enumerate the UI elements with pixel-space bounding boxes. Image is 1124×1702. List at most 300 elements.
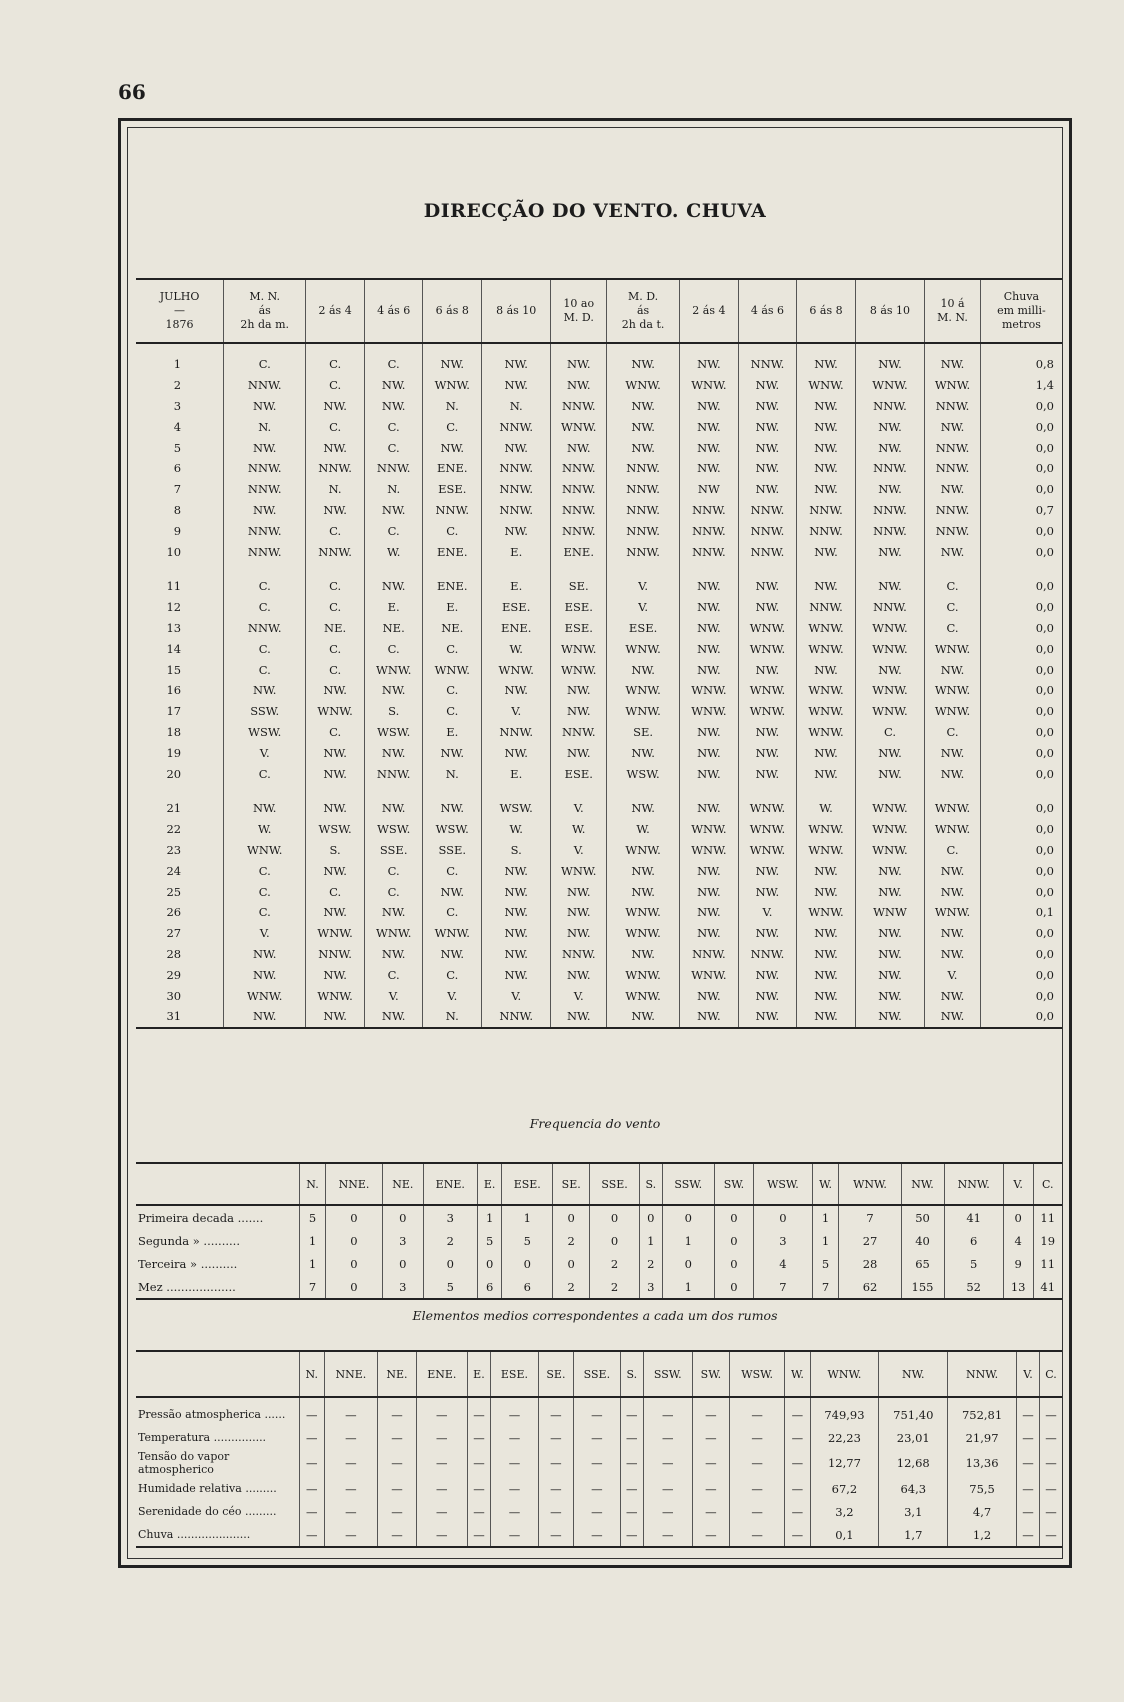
wind-cell: NW.: [797, 763, 856, 784]
element-cell: —: [692, 1426, 729, 1449]
wind-cell: NW.: [551, 375, 607, 396]
wind-cell: C.: [925, 597, 981, 618]
rain-cell: 0,0: [980, 659, 1062, 680]
wind-cell: C.: [925, 722, 981, 743]
element-cell: —: [324, 1426, 378, 1449]
element-cell: —: [643, 1477, 692, 1500]
wind-cell: WNW.: [680, 680, 739, 701]
wind-cell: NNW.: [738, 520, 797, 541]
frequency-cell: 9: [1003, 1252, 1033, 1275]
day-cell: 2: [173, 378, 182, 393]
wind-cell: NW.: [925, 763, 981, 784]
day-cell: 29: [166, 967, 182, 982]
rain-cell: 1,4: [980, 375, 1062, 396]
wind-cell: WNW.: [925, 819, 981, 840]
element-cell: —: [730, 1397, 785, 1426]
table-row: [136, 396, 1062, 417]
wind-cell: V.: [607, 597, 680, 618]
wind-cell: WNW.: [551, 638, 607, 659]
wind-cell: NW.: [738, 923, 797, 944]
day-cell: 11: [166, 579, 182, 594]
wind-cell: NE.: [423, 618, 482, 639]
wind-cell: WNW.: [306, 923, 365, 944]
direction-header: W.: [812, 1163, 839, 1205]
wind-cell: NW.: [551, 437, 607, 458]
wind-cell: NNW.: [224, 541, 306, 562]
element-cell: —: [324, 1397, 378, 1426]
element-cell: —: [378, 1426, 416, 1449]
row-label: Terceira » ..........: [138, 1256, 238, 1271]
wind-cell: NNW.: [551, 944, 607, 965]
wind-cell: S.: [306, 840, 365, 861]
element-cell: —: [785, 1500, 810, 1523]
wind-cell: NW.: [925, 541, 981, 562]
wind-cell: S.: [364, 701, 423, 722]
wind-cell: C.: [224, 902, 306, 923]
wind-cell: SE.: [551, 562, 607, 597]
wind-cell: NNW.: [680, 520, 739, 541]
wind-cell: WNW.: [364, 923, 423, 944]
wind-cell: NW.: [306, 860, 365, 881]
column-header: 8 ás 10: [482, 279, 551, 343]
direction-header: SSW.: [662, 1163, 714, 1205]
wind-cell: NW.: [855, 1006, 924, 1028]
direction-header: E.: [477, 1163, 501, 1205]
direction-header: NE.: [382, 1163, 423, 1205]
wind-cell: NW.: [797, 479, 856, 500]
column-header: 6 ás 8: [797, 279, 856, 343]
element-cell: 13,36: [948, 1449, 1017, 1477]
frequency-cell: 41: [944, 1205, 1003, 1229]
rain-cell: 0,0: [980, 680, 1062, 701]
rain-cell: 0,1: [980, 902, 1062, 923]
element-cell: —: [300, 1500, 325, 1523]
element-cell: —: [300, 1426, 325, 1449]
wind-cell: NW.: [607, 944, 680, 965]
element-cell: —: [692, 1523, 729, 1547]
element-cell: —: [467, 1477, 490, 1500]
element-cell: 21,97: [948, 1426, 1017, 1449]
element-cell: —: [692, 1500, 729, 1523]
element-cell: —: [785, 1397, 810, 1426]
rain-cell: 0,0: [980, 784, 1062, 819]
wind-cell: ENE.: [423, 562, 482, 597]
element-cell: —: [643, 1500, 692, 1523]
wind-cell: NW.: [797, 944, 856, 965]
wind-cell: NNW.: [306, 458, 365, 479]
day-cell: 30: [166, 988, 182, 1003]
frequency-cell: 2: [553, 1229, 590, 1252]
wind-cell: NW.: [306, 763, 365, 784]
table-row: [136, 343, 1062, 375]
wind-cell: NW.: [797, 396, 856, 417]
wind-cell: NW.: [364, 1006, 423, 1028]
elements-title: Elementos medios correspondentes a cada um dos rumos: [412, 1308, 778, 1323]
wind-cell: NW.: [797, 923, 856, 944]
wind-cell: NNW.: [551, 396, 607, 417]
wind-cell: WNW.: [925, 680, 981, 701]
frequency-cell: 2: [590, 1275, 640, 1299]
direction-header: NW.: [901, 1163, 944, 1205]
wind-cell: NNW.: [855, 458, 924, 479]
direction-header: SSE.: [590, 1163, 640, 1205]
row-label: Humidade relativa .........: [138, 1482, 277, 1495]
wind-cell: NNW.: [551, 520, 607, 541]
row-label: Segunda » ..........: [138, 1233, 240, 1248]
wind-cell: NW: [680, 479, 739, 500]
element-cell: —: [378, 1500, 416, 1523]
wind-cell: NNW.: [797, 500, 856, 521]
wind-cell: NW.: [855, 944, 924, 965]
column-header: JULHO — 1876: [136, 279, 224, 343]
element-cell: —: [730, 1523, 785, 1547]
frequency-cell: 5: [423, 1275, 477, 1299]
wind-cell: SSW.: [224, 701, 306, 722]
wind-cell: NNW.: [607, 541, 680, 562]
wind-cell: NW.: [797, 562, 856, 597]
wind-cell: NW.: [423, 343, 482, 375]
wind-cell: WNW.: [738, 618, 797, 639]
element-cell: 12,68: [879, 1449, 948, 1477]
day-cell: 16: [166, 683, 182, 698]
element-cell: —: [620, 1477, 643, 1500]
element-cell: —: [643, 1449, 692, 1477]
rain-cell: 0,0: [980, 618, 1062, 639]
wind-cell: WNW.: [423, 375, 482, 396]
wind-cell: WNW.: [551, 860, 607, 881]
table-row: [136, 840, 1062, 861]
wind-cell: ESE.: [482, 597, 551, 618]
frequency-cell: 7: [754, 1275, 813, 1299]
wind-cell: WNW.: [738, 701, 797, 722]
direction-header: ENE.: [416, 1351, 467, 1397]
table-row: [136, 923, 1062, 944]
wind-cell: NW.: [482, 375, 551, 396]
day-cell: 1: [173, 357, 182, 372]
element-cell: —: [1040, 1523, 1062, 1547]
wind-cell: C.: [423, 520, 482, 541]
wind-cell: NE.: [364, 618, 423, 639]
wind-cell: C.: [855, 722, 924, 743]
wind-cell: NW.: [680, 597, 739, 618]
wind-cell: WNW.: [551, 416, 607, 437]
element-cell: —: [324, 1477, 378, 1500]
frequency-cell: 0: [423, 1252, 477, 1275]
wind-cell: ESE.: [607, 618, 680, 639]
wind-cell: E.: [482, 541, 551, 562]
wind-cell: NW.: [607, 659, 680, 680]
day-cell: 12: [166, 600, 182, 615]
wind-cell: C.: [423, 416, 482, 437]
wind-cell: C.: [306, 881, 365, 902]
wind-cell: NNW.: [855, 500, 924, 521]
element-cell: —: [467, 1426, 490, 1449]
row-label: Mez ...................: [136, 1275, 300, 1299]
frequency-cell: 2: [553, 1275, 590, 1299]
element-cell: —: [643, 1426, 692, 1449]
table-row: [136, 520, 1062, 541]
table-row: [136, 618, 1062, 639]
table-row: [136, 1426, 1062, 1449]
element-cell: —: [620, 1426, 643, 1449]
wind-cell: NW.: [482, 964, 551, 985]
element-cell: —: [785, 1477, 810, 1500]
frequency-cell: 0: [590, 1229, 640, 1252]
frequency-cell: 4: [1003, 1229, 1033, 1252]
rain-cell: 0,0: [980, 881, 1062, 902]
wind-cell: NW.: [738, 860, 797, 881]
frequency-cell: 0: [325, 1205, 382, 1229]
direction-header: SE.: [538, 1351, 573, 1397]
wind-cell: NW.: [738, 458, 797, 479]
wind-cell: C.: [364, 881, 423, 902]
wind-cell: V.: [224, 742, 306, 763]
wind-cell: WNW.: [306, 985, 365, 1006]
wind-cell: C.: [224, 562, 306, 597]
frequency-cell: 11: [1033, 1205, 1062, 1229]
wind-cell: NW.: [306, 964, 365, 985]
wind-cell: NNW.: [551, 479, 607, 500]
direction-header: N.: [300, 1351, 325, 1397]
frequency-cell: 0: [714, 1275, 753, 1299]
day-cell: 19: [166, 745, 182, 760]
wind-cell: C.: [224, 659, 306, 680]
direction-header: NNE.: [324, 1351, 378, 1397]
wind-cell: NNW.: [482, 458, 551, 479]
wind-cell: NW.: [855, 923, 924, 944]
element-cell: 4,7: [948, 1500, 1017, 1523]
table-row: [136, 1252, 1062, 1275]
wind-cell: WNW.: [607, 638, 680, 659]
column-header: M. N. ás 2h da m.: [224, 279, 306, 343]
frequency-cell: 0: [477, 1252, 501, 1275]
frequency-cell: 0: [639, 1205, 662, 1229]
wind-cell: V.: [551, 784, 607, 819]
table-row: [136, 1275, 1062, 1299]
frequency-cell: 4: [754, 1252, 813, 1275]
element-cell: —: [692, 1449, 729, 1477]
table-row: [136, 763, 1062, 784]
wind-cell: NW.: [680, 1006, 739, 1028]
wind-cell: NW.: [925, 944, 981, 965]
wind-cell: WSW.: [607, 763, 680, 784]
element-cell: —: [730, 1500, 785, 1523]
frequency-cell: 19: [1033, 1229, 1062, 1252]
frequency-cell: 0: [502, 1252, 553, 1275]
wind-cell: E.: [364, 597, 423, 618]
wind-cell: V.: [551, 840, 607, 861]
element-cell: —: [692, 1477, 729, 1500]
wind-cell: NNW.: [607, 520, 680, 541]
table-row: [136, 659, 1062, 680]
element-cell: —: [300, 1523, 325, 1547]
rain-cell: 0,0: [980, 701, 1062, 722]
day-cell: 3: [173, 398, 182, 413]
frequency-cell: 2: [639, 1252, 662, 1275]
wind-cell: NW.: [738, 375, 797, 396]
wind-cell: NNW.: [482, 416, 551, 437]
table-row: [136, 1523, 1062, 1547]
direction-header: V.: [1003, 1163, 1033, 1205]
element-cell: —: [620, 1523, 643, 1547]
frequency-cell: 0: [754, 1205, 813, 1229]
row-label-header: [136, 1351, 300, 1397]
wind-cell: NW.: [482, 520, 551, 541]
direction-header: WSW.: [730, 1351, 785, 1397]
element-cell: —: [300, 1477, 325, 1500]
direction-header: NNW.: [944, 1163, 1003, 1205]
wind-cell: V.: [607, 562, 680, 597]
wind-cell: NW.: [423, 742, 482, 763]
element-cell: —: [538, 1523, 573, 1547]
wind-cell: NW.: [855, 659, 924, 680]
direction-header: WSW.: [754, 1163, 813, 1205]
wind-cell: WNW.: [680, 819, 739, 840]
element-cell: —: [416, 1500, 467, 1523]
wind-cell: NNW.: [797, 520, 856, 541]
direction-header: C.: [1033, 1163, 1062, 1205]
element-cell: 67,2: [810, 1477, 879, 1500]
wind-cell: WNW.: [423, 923, 482, 944]
frequency-cell: 40: [901, 1229, 944, 1252]
wind-cell: NW.: [423, 944, 482, 965]
frequency-cell: 3: [423, 1205, 477, 1229]
element-cell: —: [491, 1449, 539, 1477]
direction-header: S.: [620, 1351, 643, 1397]
frequency-cell: 1: [662, 1275, 714, 1299]
table-row: [136, 541, 1062, 562]
wind-cell: N.: [364, 479, 423, 500]
wind-cell: NW.: [855, 479, 924, 500]
wind-cell: C.: [306, 638, 365, 659]
wind-cell: NNW.: [607, 479, 680, 500]
wind-cell: NW.: [482, 437, 551, 458]
rain-cell: 0,0: [980, 437, 1062, 458]
element-cell: —: [1016, 1426, 1039, 1449]
wind-cell: NW.: [551, 964, 607, 985]
wind-cell: NW.: [306, 902, 365, 923]
element-cell: 751,40: [879, 1397, 948, 1426]
wind-cell: C.: [925, 618, 981, 639]
frequency-cell: 5: [812, 1252, 839, 1275]
wind-cell: WSW.: [224, 722, 306, 743]
element-cell: —: [416, 1449, 467, 1477]
wind-cell: NW.: [607, 784, 680, 819]
element-cell: —: [378, 1523, 416, 1547]
element-cell: —: [643, 1523, 692, 1547]
wind-cell: NNW.: [224, 618, 306, 639]
wind-cell: NW.: [738, 985, 797, 1006]
frequency-cell: 65: [901, 1252, 944, 1275]
element-cell: —: [620, 1397, 643, 1426]
wind-cell: NW.: [797, 881, 856, 902]
day-cell: 15: [166, 662, 182, 677]
table-row: [136, 1205, 1062, 1229]
element-cell: —: [730, 1477, 785, 1500]
wind-cell: NW.: [797, 458, 856, 479]
element-cell: —: [1040, 1477, 1062, 1500]
row-label: Pressão atmospherica ......: [138, 1408, 286, 1421]
wind-cell: NNW.: [607, 458, 680, 479]
frequency-cell: 2: [423, 1229, 477, 1252]
wind-cell: NW.: [364, 944, 423, 965]
direction-header: SE.: [553, 1163, 590, 1205]
wind-cell: NW.: [680, 985, 739, 1006]
wind-cell: NNW.: [925, 500, 981, 521]
row-label: Chuva .....................: [136, 1523, 300, 1547]
day-cell: 4: [173, 419, 182, 434]
wind-cell: C.: [306, 375, 365, 396]
day-cell: 28: [166, 946, 182, 961]
day-cell: 26: [166, 905, 182, 920]
wind-cell: NW.: [306, 742, 365, 763]
element-cell: 22,23: [810, 1426, 879, 1449]
direction-header: C.: [1040, 1351, 1062, 1397]
wind-cell: NW.: [607, 437, 680, 458]
table-row: [136, 860, 1062, 881]
wind-cell: N.: [482, 396, 551, 417]
frequency-cell: 1: [639, 1229, 662, 1252]
table-row: [136, 701, 1062, 722]
element-cell: —: [1040, 1500, 1062, 1523]
wind-cell: WNW.: [306, 701, 365, 722]
rain-cell: 0,0: [980, 396, 1062, 417]
element-cell: —: [573, 1477, 620, 1500]
wind-cell: N.: [224, 416, 306, 437]
wind-cell: NW.: [482, 923, 551, 944]
wind-cell: WNW.: [364, 659, 423, 680]
row-label-header: [136, 1163, 300, 1205]
wind-cell: NW.: [364, 375, 423, 396]
rain-cell: 0,0: [980, 722, 1062, 743]
wind-cell: C.: [224, 881, 306, 902]
wind-cell: WNW.: [797, 819, 856, 840]
wind-cell: E.: [482, 562, 551, 597]
element-cell: —: [491, 1500, 539, 1523]
table-row: [136, 638, 1062, 659]
wind-cell: NW.: [224, 784, 306, 819]
element-cell: —: [1040, 1449, 1062, 1477]
wind-cell: N.: [423, 763, 482, 784]
frequency-cell: 3: [382, 1275, 423, 1299]
table-row: [136, 964, 1062, 985]
element-cell: —: [378, 1397, 416, 1426]
element-cell: 12,77: [810, 1449, 879, 1477]
wind-cell: SE.: [607, 722, 680, 743]
wind-cell: WNW.: [551, 659, 607, 680]
wind-cell: NW.: [738, 479, 797, 500]
wind-cell: WSW.: [482, 784, 551, 819]
wind-cell: W.: [482, 638, 551, 659]
wind-cell: NW.: [224, 500, 306, 521]
wind-cell: NW.: [738, 881, 797, 902]
table-row: [136, 416, 1062, 437]
direction-header: W.: [785, 1351, 810, 1397]
wind-cell: WNW.: [482, 659, 551, 680]
wind-cell: C.: [306, 722, 365, 743]
wind-cell: WNW.: [738, 784, 797, 819]
rain-cell: 0,0: [980, 638, 1062, 659]
wind-cell: NW.: [680, 396, 739, 417]
wind-cell: NW.: [306, 437, 365, 458]
wind-cell: WNW.: [607, 701, 680, 722]
wind-cell: NW.: [855, 742, 924, 763]
row-label: Temperatura ...............: [138, 1431, 267, 1444]
wind-cell: C.: [224, 763, 306, 784]
element-cell: —: [467, 1449, 490, 1477]
element-cell: —: [467, 1523, 490, 1547]
wind-cell: WNW.: [680, 375, 739, 396]
